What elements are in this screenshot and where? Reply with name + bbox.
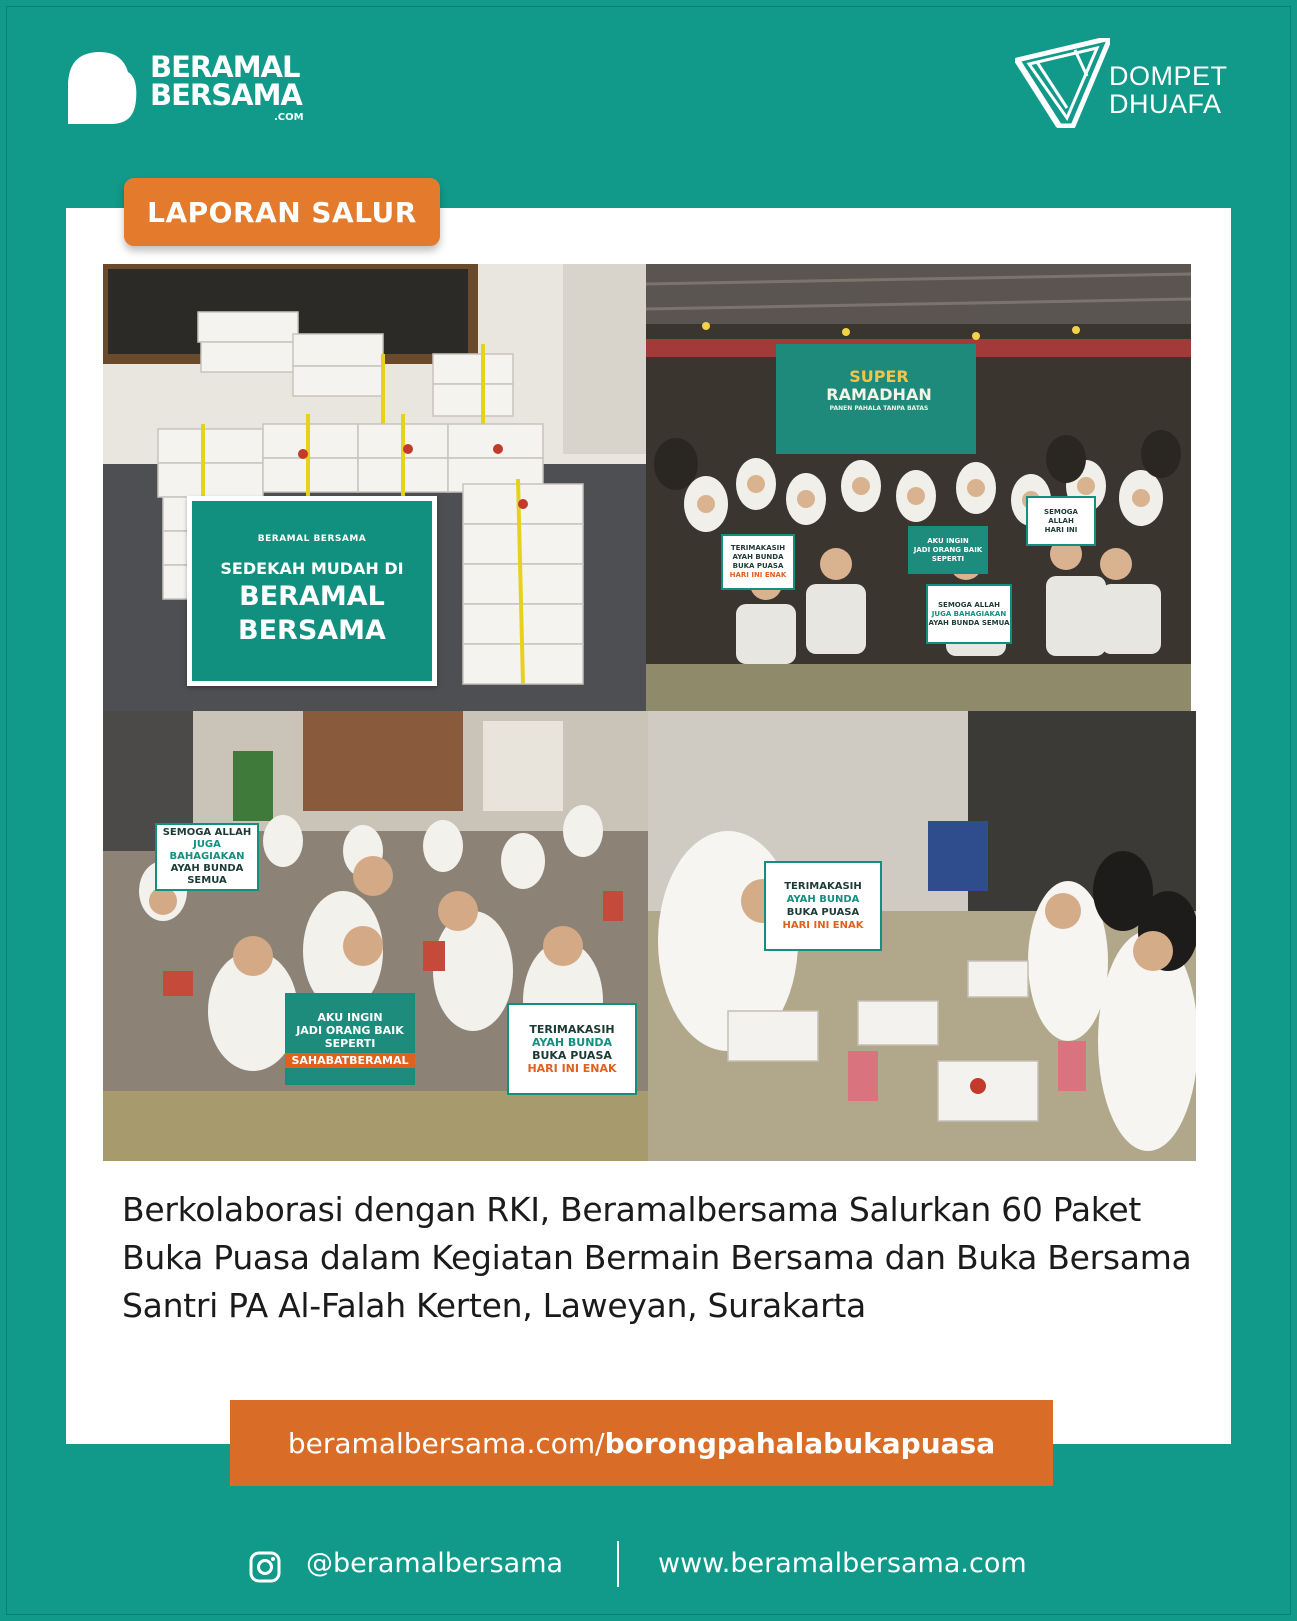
photo3-sign-b	[285, 993, 415, 1085]
photo4-sign-a-line3: BUKA PUASA	[786, 907, 860, 918]
instagram-handle[interactable]: @beramalbersama	[306, 1548, 564, 1579]
photo3-sign-b-line1: AKU INGIN	[317, 1010, 383, 1024]
beramal-cloud-logo-icon	[66, 48, 138, 124]
photo2-sign-d-line2: ALLAH	[1048, 516, 1074, 525]
photo3-sign-c-line2: AYAH BUNDA	[531, 1036, 613, 1049]
photo2-sign-b-line1: AKU INGIN	[927, 536, 969, 545]
footer	[0, 1536, 1297, 1596]
photo3-sign-b-line2: JADI ORANG BAIK	[296, 1023, 404, 1037]
photo3-sign-a-line3: AYAH BUNDA SEMUA	[170, 863, 244, 886]
photo2-sign-c-line3: AYAH BUNDA SEMUA	[928, 618, 1010, 627]
brand-left-line2: BERSAMA	[150, 78, 302, 112]
photo4-sign-a	[764, 861, 882, 951]
campaign-link[interactable]	[230, 1400, 1053, 1486]
eating-illustration	[648, 711, 1196, 1161]
website-link[interactable]: www.beramalbersama.com	[658, 1548, 1027, 1579]
photo1-sign-line2: BERAMAL	[239, 581, 385, 612]
report-description: Berkolaborasi dengan RKI, Beramalbersama Salurkan 60 Paket Buka Puasa dalam Kegiatan Bermain Bersama dan Buka Bersama Santri PA Al-Falah Kerten, Laweyan, Surakarta	[122, 1190, 1192, 1325]
photo2-sign-b	[908, 526, 988, 574]
photo2-sign-a-line3: BUKA PUASA	[732, 562, 784, 570]
report-tag: LAPORAN SALUR	[124, 178, 440, 246]
photo2-banner-line1: SUPER	[849, 367, 909, 386]
photo4-sign-a-line4: HARI INI ENAK	[782, 920, 864, 931]
brand-left-suffix: .COM	[274, 112, 304, 123]
photo2-banner	[814, 368, 944, 414]
brand-right-line1: DOMPET	[1109, 61, 1228, 91]
photo2-sign-b-line3: SEPERTI	[931, 554, 965, 563]
photo3-sign-c-line3: BUKA PUASA	[532, 1049, 612, 1062]
photo2-banner-sub: PANEN PAHALA TANPA BATAS	[829, 405, 929, 412]
brand-left-line1: BERAMAL	[150, 50, 300, 84]
dompet-dhuafa-logo-icon	[1015, 38, 1110, 128]
photo3-sign-b-line3: SEPERTI	[324, 1036, 376, 1050]
photo1-sign-brand: BERAMAL BERSAMA	[257, 534, 367, 544]
photo-children-eating	[648, 711, 1196, 1161]
brand-right-line2: DHUAFA	[1109, 89, 1222, 119]
photo2-sign-c	[926, 584, 1012, 644]
photo2-sign-a-line4: HARI INI ENAK	[729, 571, 787, 579]
photo2-sign-d	[1026, 496, 1096, 546]
photo3-sign-a-line2: JUGA BAHAGIAKAN	[169, 839, 245, 862]
dompet-dhuafa-logo	[1015, 38, 1230, 128]
photo2-sign-c-line2: JUGA BAHAGIAKAN	[931, 609, 1007, 618]
photo2-banner-line2: RAMADHAN	[826, 385, 932, 404]
photo3-sign-c-line4: HARI INI ENAK	[527, 1062, 617, 1075]
photo-food-boxes	[103, 264, 646, 711]
footer-divider	[617, 1541, 619, 1587]
photo4-sign-a-line2: AYAH BUNDA	[786, 894, 860, 905]
photo2-sign-d-line3: HARI INI	[1044, 525, 1078, 534]
photo2-sign-a-line1: TERIMAKASIH	[730, 544, 786, 552]
photo1-sign-line1: SEDEKAH MUDAH DI	[220, 559, 404, 578]
photo2-sign-a-line2: AYAH BUNDA	[732, 553, 784, 561]
photo-group-event	[646, 264, 1191, 711]
photo2-sign-d-line1: SEMOGA	[1044, 507, 1078, 516]
photo3-sign-c-line1: TERIMAKASIH	[529, 1023, 615, 1036]
photo2-sign-b-line2: JADI ORANG BAIK	[913, 545, 983, 554]
photo2-sign-c-line1: SEMOGA ALLAH	[938, 600, 1000, 609]
photo3-sign-c	[507, 1003, 637, 1095]
photo4-sign-a-line1: TERIMAKASIH	[784, 881, 862, 892]
photo3-sign-a	[155, 823, 259, 891]
photo3-sign-b-line4: SAHABATBERAMAL	[285, 1053, 414, 1068]
photo1-sign	[187, 496, 437, 686]
photo2-sign-a	[721, 534, 795, 590]
photo3-sign-a-line1: SEMOGA ALLAH	[162, 827, 252, 838]
campaign-link-path: borongpahalabukapuasa	[604, 1426, 996, 1460]
campaign-link-base: beramalbersama.com/	[287, 1426, 605, 1460]
instagram-icon	[248, 1550, 282, 1584]
photo1-sign-line3: BERSAMA	[238, 615, 386, 646]
group-event-illustration	[646, 264, 1191, 711]
photo-children-signs	[103, 711, 648, 1161]
beramal-bersama-logo	[66, 48, 316, 128]
